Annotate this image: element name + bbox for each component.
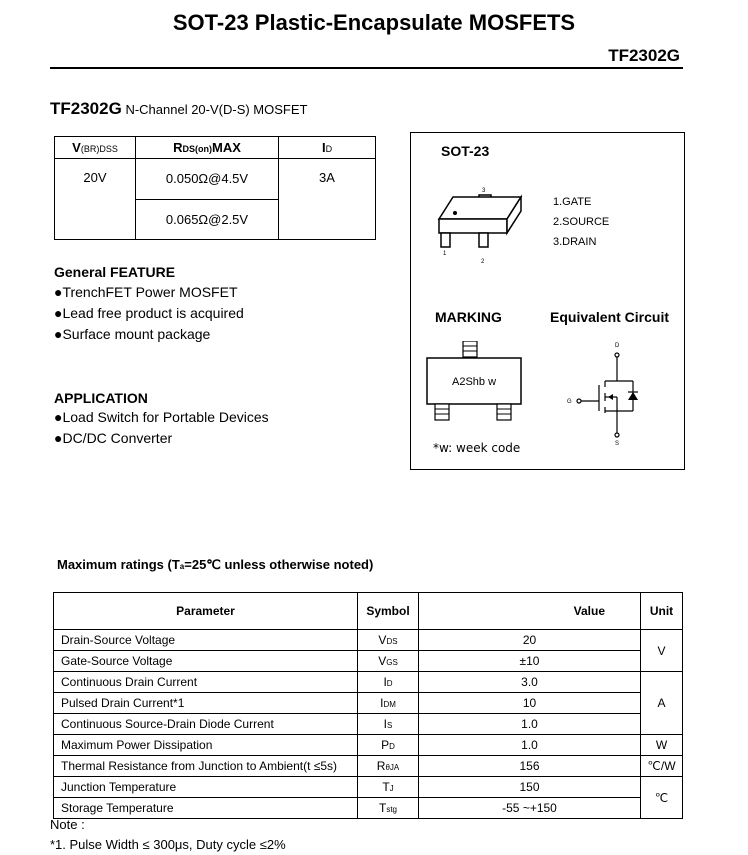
- ratings-heading: Maximum ratings (Ta=25℃ unless otherwise noted): [57, 557, 374, 572]
- document-title: SOT-23 Plastic-Encapsulate MOSFETS: [172, 10, 576, 35]
- subtitle-description: N-Channel 20-V(D-S) MOSFET: [125, 102, 308, 117]
- spec-header-rds: RDS(on)MAX: [136, 137, 279, 159]
- features-heading: General FEATURE: [54, 264, 176, 280]
- table-row: Thermal Resistance from Junction to Ambient(t ≤5s) RθJA 156 ℃/W: [54, 756, 683, 777]
- marking-code: A2Shb w: [451, 376, 497, 388]
- marking-top-lead: [463, 341, 477, 357]
- table-row: Drain-Source Voltage VDS 20 V: [54, 630, 683, 651]
- pin-2-label: 2.SOURCE: [553, 216, 610, 228]
- col-value: Value: [419, 593, 641, 630]
- pin-3-label: 3.DRAIN: [553, 236, 597, 248]
- week-code-note: *w: week code: [433, 441, 521, 455]
- mosfet-arrow: [608, 394, 613, 400]
- part-subtitle: [50, 99, 307, 119]
- marking-heading: MARKING: [435, 309, 502, 325]
- table-row: Maximum Power Dissipation PD 1.0 W: [54, 735, 683, 756]
- pin-1-label: 1.GATE: [553, 196, 592, 208]
- unit-voltage: V: [641, 630, 683, 672]
- marking-diagram: [425, 341, 535, 421]
- package-body-front: [439, 219, 507, 233]
- package-name: SOT-23: [441, 143, 490, 159]
- note-item-1: *1. Pulse Width ≤ 300μs, Duty cycle ≤2%: [50, 837, 286, 852]
- table-row: Pulsed Drain Current*1 IDM 10: [54, 693, 683, 714]
- unit-current: A: [641, 672, 683, 735]
- table-row: Gate-Source Voltage VGS ±10: [54, 651, 683, 672]
- header-divider: [50, 67, 683, 69]
- spec-id-value: 3A: [279, 159, 376, 240]
- feature-item: ●Lead free product is acquired: [54, 305, 244, 321]
- pin-1-dot: [453, 211, 457, 215]
- application-heading: APPLICATION: [54, 390, 148, 406]
- header-part-number: TF2302G: [608, 46, 680, 65]
- body-diode: [628, 392, 638, 400]
- spec-rds-value-2: 0.065Ω@2.5V: [136, 199, 279, 240]
- spec-rds-value-1: 0.050Ω@4.5V: [136, 159, 279, 200]
- mosfet-symbol-lines: [577, 353, 638, 437]
- spec-vbr-value: 20V: [55, 159, 136, 240]
- marking-bottom-right-lead: [497, 404, 511, 420]
- col-parameter: Parameter: [54, 593, 358, 630]
- pin-num-2: 2: [481, 259, 485, 263]
- col-symbol: Symbol: [358, 593, 419, 630]
- note-heading: Note :: [50, 817, 85, 832]
- col-unit: Unit: [641, 593, 683, 630]
- table-row: Continuous Source-Drain Diode Current IS 1.0: [54, 714, 683, 735]
- spec-summary-table: [54, 136, 376, 240]
- mosfet-equivalent-circuit-icon: [563, 339, 653, 447]
- source-label: S: [615, 441, 620, 447]
- sot23-package-icon: [425, 183, 525, 263]
- marking-bottom-left-lead: [435, 404, 449, 420]
- feature-item: ●Surface mount package: [54, 326, 211, 342]
- pin-2-lead: [479, 233, 488, 247]
- unit-thermal: ℃/W: [641, 756, 683, 777]
- table-row: Storage Temperature Tstg -55 ~+150: [54, 798, 683, 819]
- feature-item: ●TrenchFET Power MOSFET: [54, 284, 238, 300]
- subtitle-part: TF2302G: [50, 99, 122, 118]
- max-ratings-table: [53, 592, 683, 819]
- table-row: Junction Temperature TJ 150 ℃: [54, 777, 683, 798]
- drain-label: D: [615, 343, 620, 349]
- pin-1-lead: [441, 233, 450, 247]
- spec-header-vbr: V(BR)DSS: [55, 137, 136, 159]
- table-row: Continuous Drain Current ID 3.0 A: [54, 672, 683, 693]
- spec-header-id: ID: [279, 137, 376, 159]
- pin-num-3: 3: [482, 188, 486, 194]
- circuit-heading: Equivalent Circuit: [550, 309, 670, 325]
- package-info-box: [410, 132, 685, 470]
- unit-power: W: [641, 735, 683, 756]
- application-item: ●Load Switch for Portable Devices: [54, 409, 269, 425]
- pin-num-1: 1: [443, 251, 447, 257]
- application-item: ●DC/DC Converter: [54, 430, 173, 446]
- gate-label: G: [567, 399, 572, 405]
- unit-temperature: ℃: [641, 777, 683, 819]
